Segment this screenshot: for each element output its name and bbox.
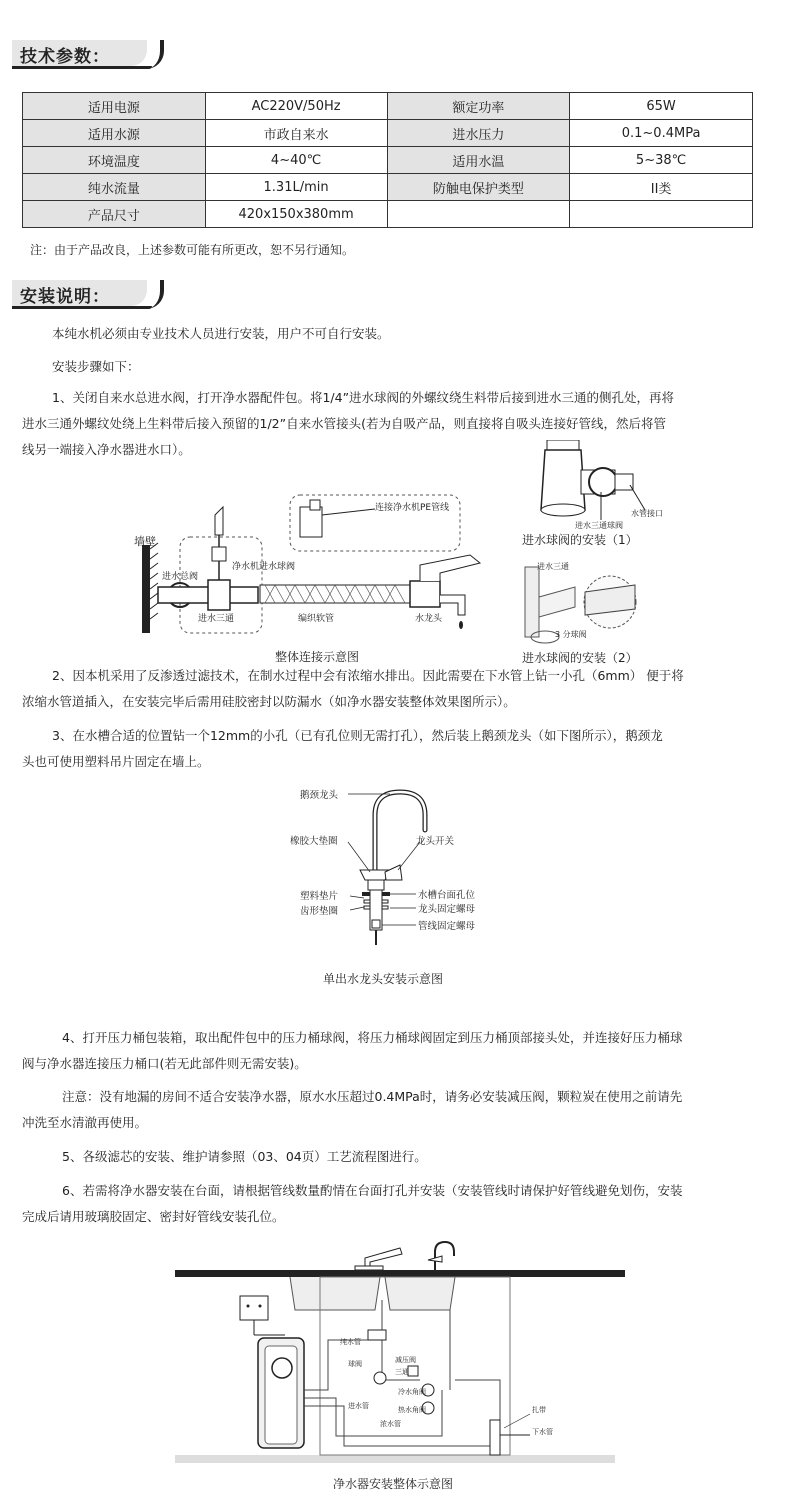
split-valve-label: 3 分球阀 xyxy=(555,630,587,639)
table-cell: 防触电保护类型 xyxy=(387,174,570,201)
step3-line1: 3、在水槽合适的位置钻一个12mm的小孔（已有孔位则无需打孔），然后装上鹅颈龙头（如下图所示），鹅颈龙 xyxy=(52,728,663,743)
tee-valve-label: 进水三通球阀 xyxy=(575,521,623,530)
tee-label: 进水三通 xyxy=(198,614,235,624)
tooth-washer-label: 齿形垫圈 xyxy=(300,906,339,917)
install-section-header xyxy=(12,280,157,310)
faucet-install-caption: 单出水龙头安装示意图 xyxy=(323,972,444,986)
faucet-label: 水龙头 xyxy=(415,614,443,624)
reducer-label: 减压阀 xyxy=(395,1356,416,1364)
rubber-washer-label: 橡胶大垫圈 xyxy=(290,836,338,847)
table-row xyxy=(23,201,753,228)
spec-table xyxy=(22,92,753,228)
table-cell: 420x150x380mm xyxy=(205,201,387,228)
faucet-install-diagram xyxy=(290,780,500,960)
step2-line1: 2、因本机采用了反渗透过滤技术，在制水过程中会有浓缩水排出。因此需要在下水管上钻一小孔（6mm） 便于将 xyxy=(52,668,684,683)
table-row xyxy=(23,147,753,174)
table-cell: 1.31L/min xyxy=(205,174,387,201)
install-intro: 本纯水机必须由专业技术人员进行安装，用户不可自行安装。 xyxy=(52,326,390,341)
spec-section-header xyxy=(12,40,157,70)
step2-line2: 浓缩水管道插入，在安装完毕后需用硅胶密封以防漏水（如净水器安装整体效果图所示）。 xyxy=(22,694,516,709)
ball-valve-label: 净水机进水球阀 xyxy=(232,562,296,572)
pe-pipe-label: 连接净水机PE管线 xyxy=(375,503,450,513)
tee-2-label: 进水三通 xyxy=(537,562,569,571)
cold-valve-label: 冷水角阀 xyxy=(398,1388,426,1396)
water-connector-label: 水管接口 xyxy=(631,509,663,518)
install-section-title: 安装说明： xyxy=(20,287,110,307)
valve-install-1-diagram xyxy=(535,440,685,530)
waste-pipe-label: 浓水管 xyxy=(380,1420,401,1428)
table-row xyxy=(23,93,753,120)
table-cell: AC220V/50Hz xyxy=(205,93,387,120)
spec-note: 注：由于产品改良，上述参数可能有所更改，恕不另行通知。 xyxy=(30,243,355,257)
table-cell: 纯水流量 xyxy=(23,174,206,201)
gooseneck-label: 鹅颈龙头 xyxy=(300,790,339,801)
inlet-pipe-label: 进水管 xyxy=(348,1402,369,1410)
table-cell: 适用水源 xyxy=(23,120,206,147)
tee-3-label: 三通 xyxy=(395,1368,409,1376)
drain-pipe-label: 下水管 xyxy=(532,1428,553,1436)
table-cell: 65W xyxy=(570,93,753,120)
valve-install-1-caption: 进水球阀的安装（1） xyxy=(522,533,638,547)
table-cell: 额定功率 xyxy=(387,93,570,120)
step6-line2: 完成后请用玻璃胶固定、密封好管线安装孔位。 xyxy=(22,1209,285,1224)
switch-label: 龙头开关 xyxy=(416,836,455,847)
table-row xyxy=(23,174,753,201)
overall-install-caption: 净水器安装整体示意图 xyxy=(333,1477,454,1491)
step6-line1: 6、若需将净水器安装在台面，请根据管线数量酌情在台面打孔并安装（安装管线时请保护好管线避免划伤，安装 xyxy=(62,1183,683,1198)
steps-label: 安装步骤如下： xyxy=(52,359,140,374)
table-cell: II类 xyxy=(570,174,753,201)
note-line2: 冲洗至水清澈再使用。 xyxy=(22,1115,148,1130)
table-cell: 0.1~0.4MPa xyxy=(570,120,753,147)
fix-nut-label: 龙头固定螺母 xyxy=(418,904,476,915)
ball-valve-label-2: 球阀 xyxy=(348,1360,362,1368)
overall-install-diagram xyxy=(170,1240,630,1470)
table-cell: 市政自来水 xyxy=(205,120,387,147)
note-line1: 注意：没有地漏的房间不适合安装净水器，原水水压超过0.4MPa时，请务必安装减压阀，颗粒炭在使用之前请先 xyxy=(62,1089,683,1104)
pipe-nut-label: 管线固定螺母 xyxy=(418,921,476,932)
step5-line: 5、各级滤芯的安装、维护请参照（03、04页）工艺流程图进行。 xyxy=(62,1149,427,1164)
table-cell: 4~40℃ xyxy=(205,147,387,174)
clamp-label: 扎带 xyxy=(532,1406,546,1414)
wall-label: 墙壁 xyxy=(134,535,156,548)
table-cell: 环境温度 xyxy=(23,147,206,174)
table-cell: 产品尺寸 xyxy=(23,201,206,228)
connection-diagram-caption: 整体连接示意图 xyxy=(275,650,360,664)
connection-diagram xyxy=(120,485,500,645)
step4-line2: 阀与净水器连接压力桶口(若无此部件则无需安装)。 xyxy=(22,1056,307,1071)
pure-pipe-label: 纯水管 xyxy=(340,1338,361,1346)
step1-line2: 进水三通外螺纹处绕上生料带后接入预留的1/2”自来水管接头(若为自吸产品，则直接将自吸头连接好管线，然后将管 xyxy=(22,416,666,431)
plastic-washer-label: 塑料垫片 xyxy=(300,891,339,902)
table-cell: 适用电源 xyxy=(23,93,206,120)
step3-line2: 头也可使用塑料吊片固定在墙上。 xyxy=(22,754,210,769)
valve-install-2-diagram xyxy=(515,557,665,647)
step1-line1: 1、关闭自来水总进水阀，打开净水器配件包。将1/4”进水球阀的外螺纹绕生料带后接到进水三通的侧孔处，再将 xyxy=(52,390,675,405)
table-row xyxy=(23,120,753,147)
hot-valve-label: 热水角阀 xyxy=(398,1406,426,1414)
valve-install-2-caption: 进水球阀的安装（2） xyxy=(522,651,638,665)
table-cell: 进水压力 xyxy=(387,120,570,147)
hose-label: 编织软管 xyxy=(298,614,335,624)
main-valve-label: 进水总阀 xyxy=(162,572,199,582)
table-cell xyxy=(570,201,753,228)
spec-section-title: 技术参数： xyxy=(20,47,110,67)
step1-line3: 线另一端接入净水器进水口）。 xyxy=(22,442,191,457)
table-cell xyxy=(387,201,570,228)
table-cell: 适用水温 xyxy=(387,147,570,174)
step4-line1: 4、打开压力桶包装箱，取出配件包中的压力桶球阀，将压力桶球阀固定到压力桶顶部接头处，并连接好压力桶球 xyxy=(62,1030,683,1045)
sink-hole-label: 水槽台面孔位 xyxy=(418,890,476,901)
table-cell: 5~38℃ xyxy=(570,147,753,174)
